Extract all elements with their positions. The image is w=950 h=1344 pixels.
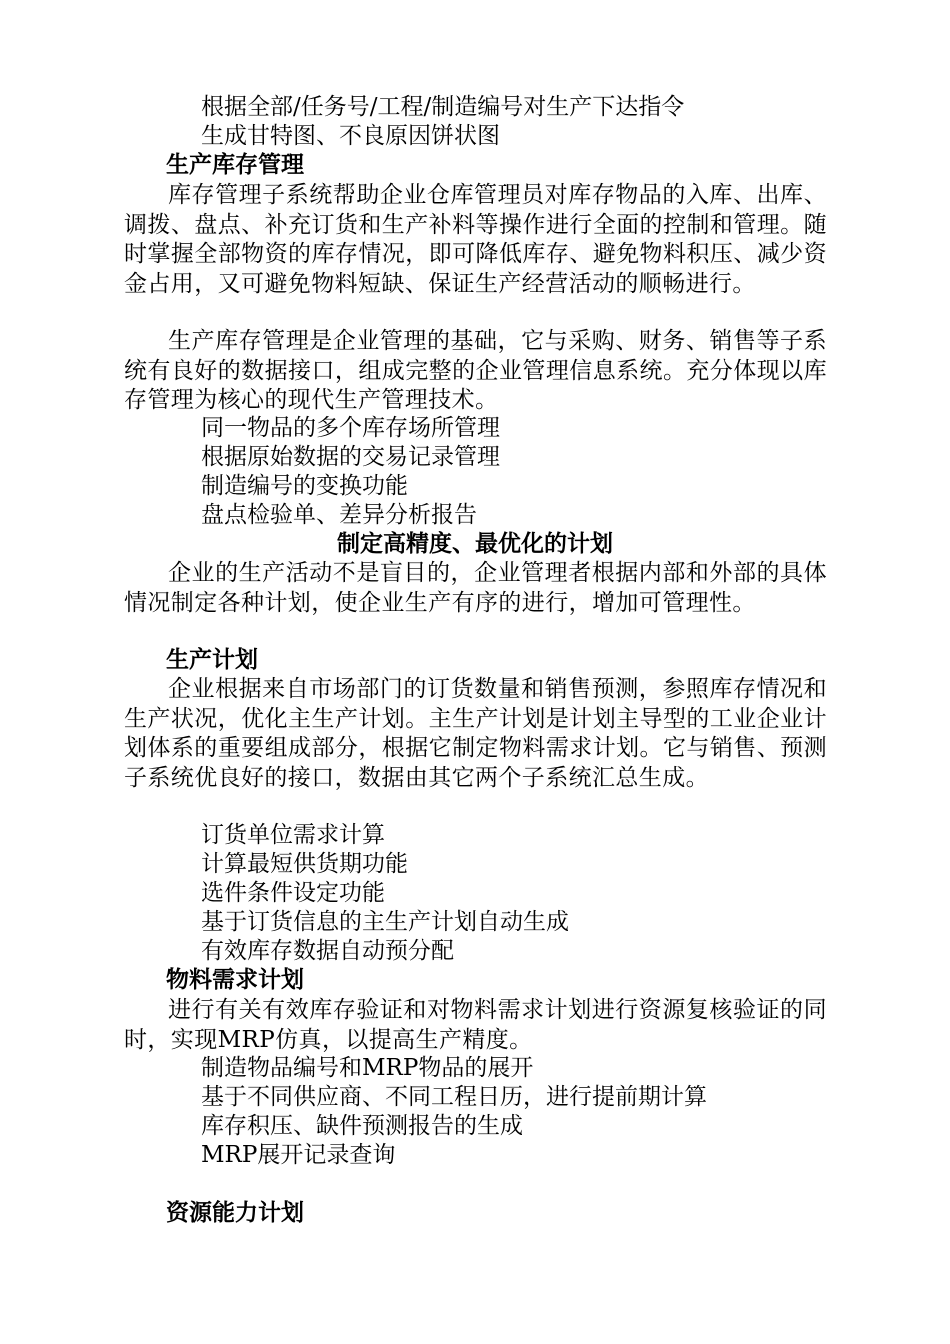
paragraph: 库存管理子系统帮助企业仓库管理员对库存物品的入库、出库、调拨、盘点、补充订货和生产补料等操作进行全面的控制和管理。随时掌握全部物资的库存情况，即可降低库存、避免物料积压、减少资金占用，又可避免物料短缺、保证生产经营活动的顺畅进行。 xyxy=(124,182,827,297)
section-heading-inventory: 生产库存管理 xyxy=(166,152,304,178)
list-item: 有效库存数据自动预分配 xyxy=(201,938,454,964)
section-heading-capacity: 资源能力计划 xyxy=(166,1200,304,1226)
list-item: 选件条件设定功能 xyxy=(201,880,385,906)
section-heading-production-plan: 生产计划 xyxy=(166,647,258,673)
list-item: 生成甘特图、不良原因饼状图 xyxy=(201,123,500,149)
list-item: 计算最短供货期功能 xyxy=(201,851,408,877)
section-heading-planning: 制定高精度、最优化的计划 xyxy=(337,531,613,557)
list-item: 制造编号的变换功能 xyxy=(201,473,408,499)
list-item: 盘点检验单、差异分析报告 xyxy=(201,502,477,528)
list-item: 基于订货信息的主生产计划自动生成 xyxy=(201,909,569,935)
paragraph: 进行有关有效库存验证和对物料需求计划进行资源复核验证的同时，实现MRP仿真，以提高生产精度。 xyxy=(124,997,827,1053)
list-item: MRP展开记录查询 xyxy=(201,1142,396,1168)
list-item: 订货单位需求计算 xyxy=(201,822,385,848)
paragraph: 企业的生产活动不是盲目的，企业管理者根据内部和外部的具体情况制定各种计划，使企业生产有序的进行，增加可管理性。 xyxy=(124,560,827,616)
list-item: 根据原始数据的交易记录管理 xyxy=(201,444,500,470)
list-item: 制造物品编号和MRP物品的展开 xyxy=(201,1055,534,1081)
list-item: 根据全部/任务号/工程/制造编号对生产下达指令 xyxy=(201,94,685,120)
section-heading-mrp: 物料需求计划 xyxy=(166,967,304,993)
list-item: 库存积压、缺件预测报告的生成 xyxy=(201,1113,523,1139)
list-item: 基于不同供应商、不同工程日历，进行提前期计算 xyxy=(201,1084,707,1110)
list-item: 同一物品的多个库存场所管理 xyxy=(201,415,500,441)
paragraph: 生产库存管理是企业管理的基础，它与采购、财务、销售等子系统有良好的数据接口，组成完整的企业管理信息系统。充分体现以库存管理为核心的现代生产管理技术。 xyxy=(124,328,827,413)
paragraph: 企业根据来自市场部门的订货数量和销售预测，参照库存情况和生产状况，优化主生产计划。主生产计划是计划主导型的工业企业计划体系的重要组成部分，根据它制定物料需求计划。它与销售、预测子系统优良好的接口，数据由其它两个子系统汇总生成。 xyxy=(124,676,827,791)
